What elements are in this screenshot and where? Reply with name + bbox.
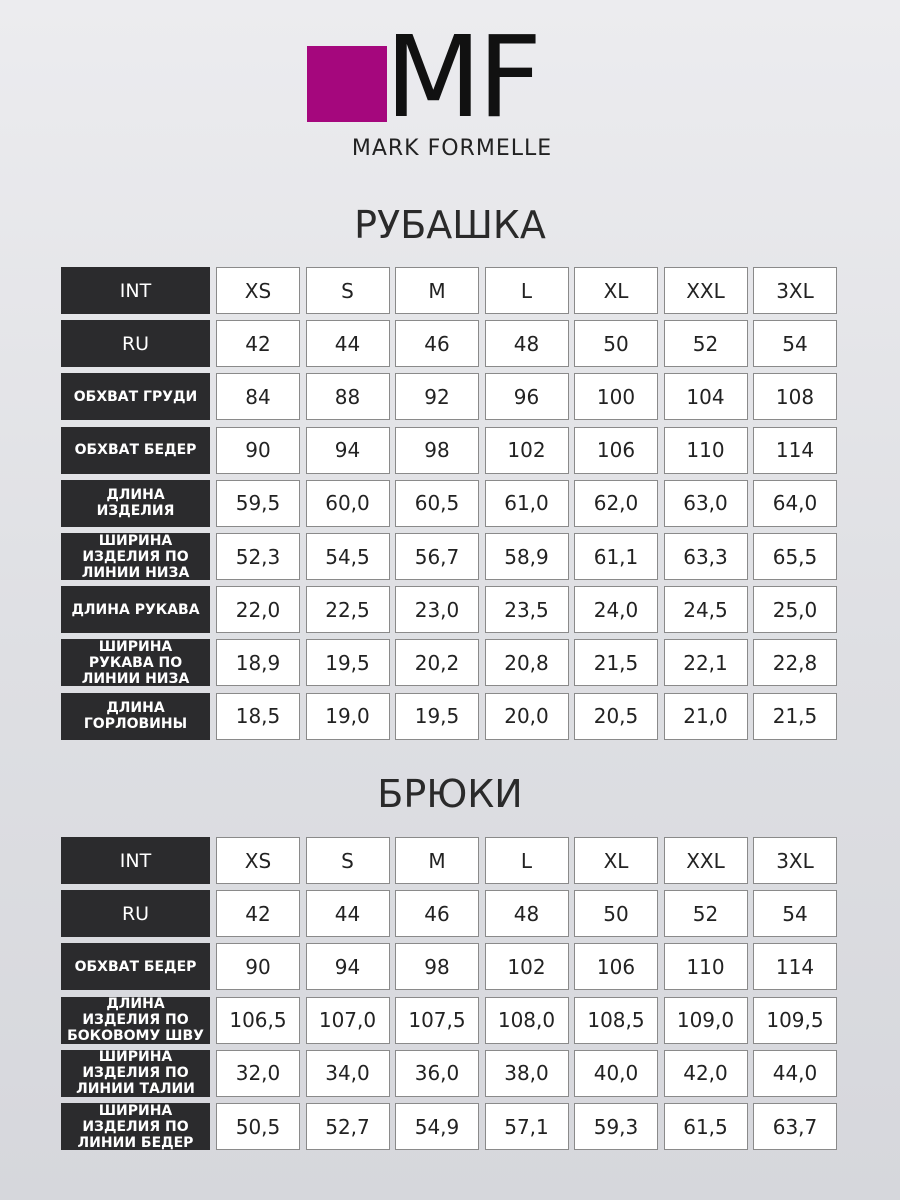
value-cell: 25,0: [753, 586, 837, 633]
value-cell: 63,3: [664, 533, 748, 580]
value-cell: 108,0: [485, 997, 569, 1044]
value-cell: 104: [664, 373, 748, 420]
value-cell: 61,5: [664, 1103, 748, 1150]
value-cell: 107,0: [306, 997, 390, 1044]
value-cell: 38,0: [485, 1050, 569, 1097]
value-cell: 58,9: [485, 533, 569, 580]
value-cell: 54: [753, 890, 837, 937]
value-cell: 19,5: [306, 639, 390, 686]
logo-accent-square: [307, 46, 387, 122]
value-cell: 42: [216, 890, 300, 937]
value-cell: 94: [306, 943, 390, 990]
value-cell: 110: [664, 427, 748, 474]
value-cell: 36,0: [395, 1050, 479, 1097]
value-cell: 90: [216, 427, 300, 474]
value-cell: 108: [753, 373, 837, 420]
pants-section-title: БРЮКИ: [377, 772, 523, 816]
value-cell: XXL: [664, 837, 748, 884]
value-cell: 56,7: [395, 533, 479, 580]
value-cell: 22,1: [664, 639, 748, 686]
value-cell: 98: [395, 943, 479, 990]
value-cell: 50: [574, 320, 658, 367]
value-cell: 59,3: [574, 1103, 658, 1150]
value-cell: XXL: [664, 267, 748, 314]
table-row: [61, 427, 839, 474]
value-cell: 20,0: [485, 693, 569, 740]
value-cell: 54,9: [395, 1103, 479, 1150]
value-cell: 42: [216, 320, 300, 367]
value-cell: 44,0: [753, 1050, 837, 1097]
value-cell: 108,5: [574, 997, 658, 1044]
row-label: ОБХВАТ ГРУДИ: [61, 373, 210, 420]
value-cell: 100: [574, 373, 658, 420]
value-cell: 18,9: [216, 639, 300, 686]
value-cell: 46: [395, 890, 479, 937]
value-cell: 60,5: [395, 480, 479, 527]
value-cell: L: [485, 837, 569, 884]
value-cell: 57,1: [485, 1103, 569, 1150]
table-row: [61, 837, 839, 884]
value-cell: 3XL: [753, 267, 837, 314]
row-label: ДЛИНА ИЗДЕЛИЯ: [61, 480, 210, 527]
value-cell: XL: [574, 267, 658, 314]
value-cell: 65,5: [753, 533, 837, 580]
value-cell: 62,0: [574, 480, 658, 527]
table-row: [61, 586, 839, 633]
value-cell: 107,5: [395, 997, 479, 1044]
value-cell: 44: [306, 890, 390, 937]
value-cell: 109,5: [753, 997, 837, 1044]
row-label: ДЛИНА РУКАВА: [61, 586, 210, 633]
value-cell: 102: [485, 427, 569, 474]
row-label: ОБХВАТ БЕДЕР: [61, 943, 210, 990]
row-label: ШИРИНА ИЗДЕЛИЯ ПО ЛИНИИ ТАЛИИ: [61, 1050, 210, 1097]
value-cell: 23,0: [395, 586, 479, 633]
value-cell: 44: [306, 320, 390, 367]
value-cell: 61,1: [574, 533, 658, 580]
row-label: RU: [61, 320, 210, 367]
row-label: ШИРИНА РУКАВА ПО ЛИНИИ НИЗА: [61, 639, 210, 686]
table-row: [61, 943, 839, 990]
value-cell: 22,0: [216, 586, 300, 633]
value-cell: 21,5: [574, 639, 658, 686]
value-cell: 98: [395, 427, 479, 474]
logo-mark: [307, 13, 597, 143]
value-cell: 52,3: [216, 533, 300, 580]
table-row: [61, 890, 839, 937]
value-cell: 18,5: [216, 693, 300, 740]
value-cell: S: [306, 837, 390, 884]
value-cell: XS: [216, 837, 300, 884]
value-cell: 90: [216, 943, 300, 990]
value-cell: 40,0: [574, 1050, 658, 1097]
value-cell: 114: [753, 943, 837, 990]
table-row: [61, 480, 839, 527]
value-cell: 19,0: [306, 693, 390, 740]
row-label: INT: [61, 837, 210, 884]
table-row: [61, 639, 839, 686]
value-cell: 42,0: [664, 1050, 748, 1097]
value-cell: 52,7: [306, 1103, 390, 1150]
value-cell: 52: [664, 320, 748, 367]
value-cell: 54: [753, 320, 837, 367]
table-row: [61, 1050, 839, 1097]
value-cell: S: [306, 267, 390, 314]
value-cell: 20,2: [395, 639, 479, 686]
value-cell: 20,8: [485, 639, 569, 686]
value-cell: 21,0: [664, 693, 748, 740]
value-cell: 64,0: [753, 480, 837, 527]
value-cell: 59,5: [216, 480, 300, 527]
table-row: [61, 533, 839, 580]
value-cell: XS: [216, 267, 300, 314]
value-cell: XL: [574, 837, 658, 884]
value-cell: 22,5: [306, 586, 390, 633]
value-cell: 106,5: [216, 997, 300, 1044]
value-cell: 19,5: [395, 693, 479, 740]
value-cell: 21,5: [753, 693, 837, 740]
brand-name: MARK FORMELLE: [351, 136, 553, 161]
shirt-section-title: РУБАШКА: [354, 203, 546, 247]
table-row: [61, 997, 839, 1044]
value-cell: 22,8: [753, 639, 837, 686]
row-label: INT: [61, 267, 210, 314]
value-cell: 48: [485, 890, 569, 937]
value-cell: 50,5: [216, 1103, 300, 1150]
table-row: [61, 373, 839, 420]
value-cell: 114: [753, 427, 837, 474]
value-cell: 102: [485, 943, 569, 990]
value-cell: 88: [306, 373, 390, 420]
value-cell: 50: [574, 890, 658, 937]
logo-letters: MF: [385, 13, 539, 143]
value-cell: 63,7: [753, 1103, 837, 1150]
value-cell: 48: [485, 320, 569, 367]
row-label: ДЛИНА ИЗДЕЛИЯ ПО БОКОВОМУ ШВУ: [61, 997, 210, 1044]
value-cell: 24,0: [574, 586, 658, 633]
row-label: ОБХВАТ БЕДЕР: [61, 427, 210, 474]
value-cell: 20,5: [574, 693, 658, 740]
value-cell: 110: [664, 943, 748, 990]
value-cell: M: [395, 837, 479, 884]
value-cell: 3XL: [753, 837, 837, 884]
value-cell: 94: [306, 427, 390, 474]
value-cell: 106: [574, 943, 658, 990]
value-cell: 60,0: [306, 480, 390, 527]
row-label: ШИРИНА ИЗДЕЛИЯ ПО ЛИНИИ НИЗА: [61, 533, 210, 580]
brand-logo: [307, 13, 597, 164]
value-cell: 109,0: [664, 997, 748, 1044]
value-cell: 84: [216, 373, 300, 420]
row-label: RU: [61, 890, 210, 937]
value-cell: M: [395, 267, 479, 314]
value-cell: 63,0: [664, 480, 748, 527]
value-cell: 96: [485, 373, 569, 420]
table-row: [61, 267, 839, 314]
value-cell: 34,0: [306, 1050, 390, 1097]
value-cell: 106: [574, 427, 658, 474]
table-row: [61, 320, 839, 367]
table-row: [61, 693, 839, 740]
value-cell: 32,0: [216, 1050, 300, 1097]
row-label: ШИРИНА ИЗДЕЛИЯ ПО ЛИНИИ БЕДЕР: [61, 1103, 210, 1150]
table-row: [61, 1103, 839, 1150]
value-cell: 46: [395, 320, 479, 367]
value-cell: 24,5: [664, 586, 748, 633]
value-cell: L: [485, 267, 569, 314]
value-cell: 92: [395, 373, 479, 420]
value-cell: 61,0: [485, 480, 569, 527]
value-cell: 52: [664, 890, 748, 937]
value-cell: 23,5: [485, 586, 569, 633]
row-label: ДЛИНА ГОРЛОВИНЫ: [61, 693, 210, 740]
value-cell: 54,5: [306, 533, 390, 580]
